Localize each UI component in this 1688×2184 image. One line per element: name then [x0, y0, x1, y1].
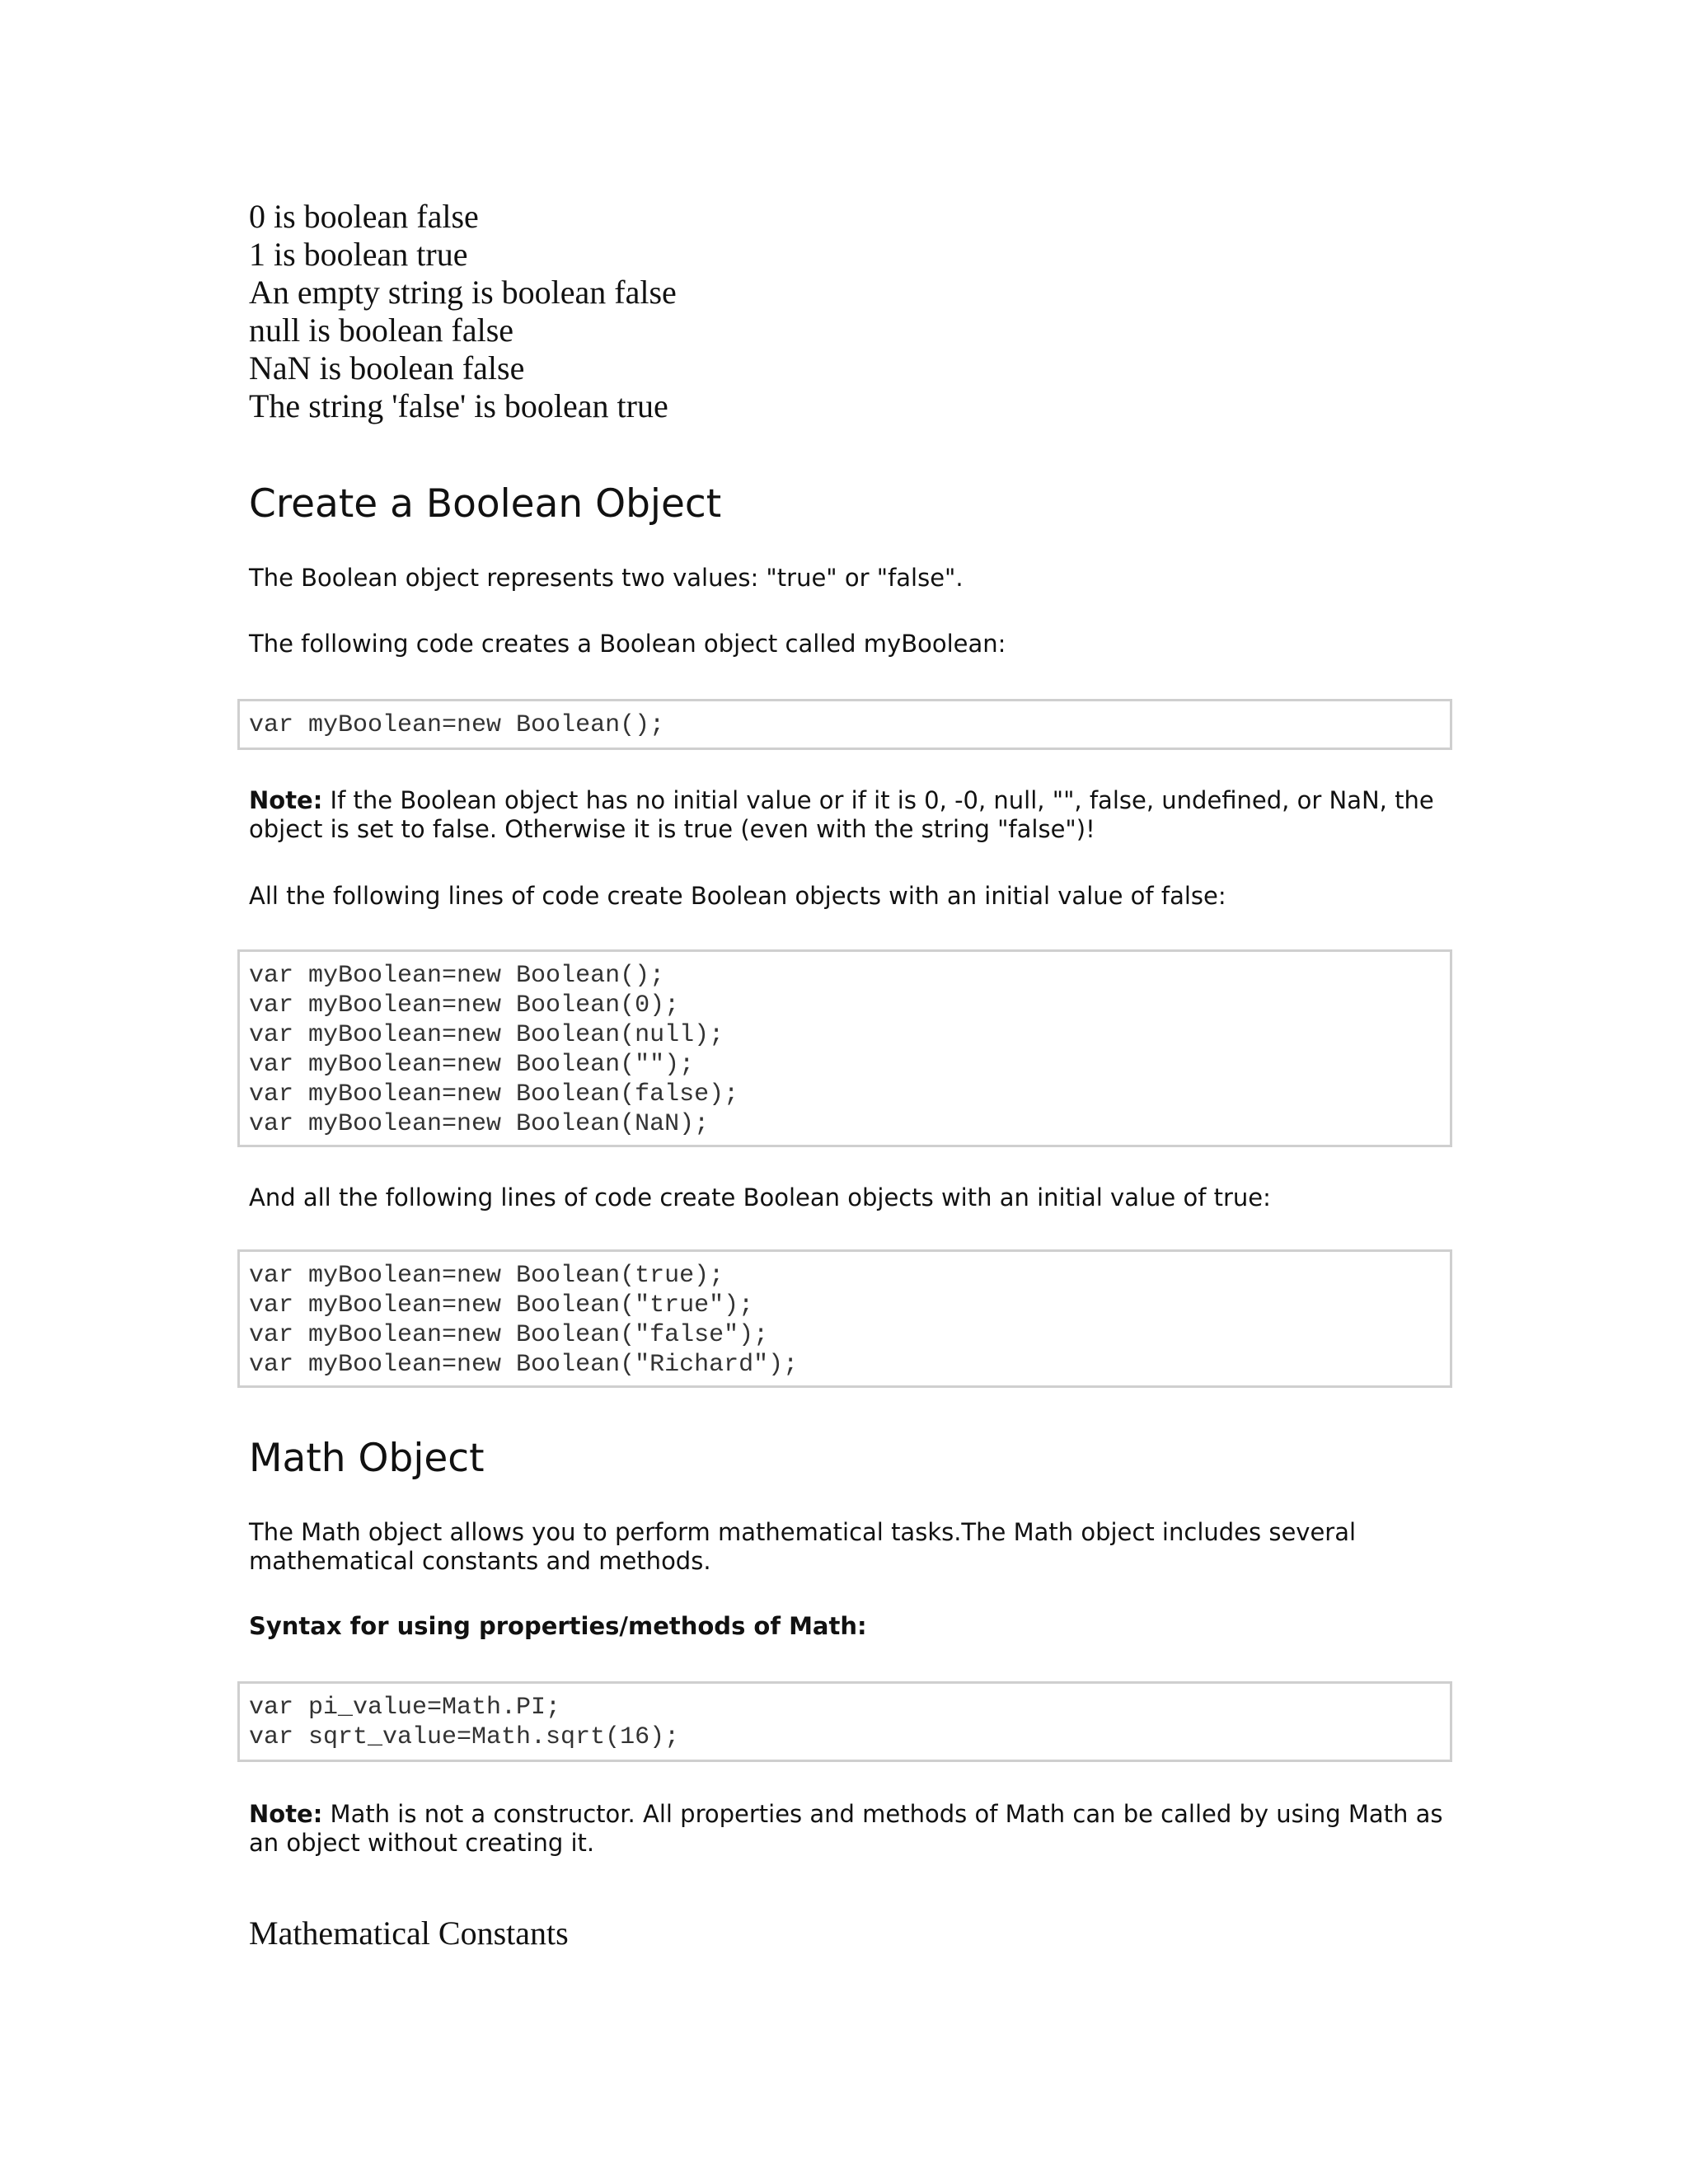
code-line: var myBoolean=new Boolean("true");	[249, 1291, 754, 1319]
list-item: null is boolean false	[249, 312, 514, 349]
code-line: var myBoolean=new Boolean();	[249, 962, 665, 990]
code-block-create-boolean	[237, 699, 1452, 750]
note-text: Math is not a constructor. All properties and methods of Math can be called by using Math as an object without creating it.	[249, 1800, 1443, 1857]
code-block-false-values	[237, 949, 1452, 1147]
boolean-heading: Create a Boolean Object	[249, 481, 722, 527]
note-text: If the Boolean object has no initial value or if it is 0, -0, null, "", false, undefined, or NaN, the object is set to false. Otherwise it is true (even with the string "false")!	[249, 786, 1434, 843]
boolean-create-paragraph: The following code creates a Boolean object called myBoolean:	[249, 630, 1006, 658]
note-label: Note:	[249, 786, 323, 814]
code-line: var myBoolean=new Boolean("Richard");	[249, 1351, 799, 1379]
math-constants-heading: Mathematical Constants	[249, 1915, 569, 1952]
math-syntax-label: Syntax for using properties/methods of Math:	[249, 1612, 867, 1640]
math-note	[249, 1800, 1444, 1858]
boolean-intro-paragraph: The Boolean object represents two values: "true" or "false".	[249, 564, 964, 592]
code-line: var sqrt_value=Math.sqrt(16);	[249, 1723, 680, 1751]
math-heading: Math Object	[249, 1436, 485, 1481]
list-item: The string 'false' is boolean true	[249, 387, 668, 424]
note-label: Note:	[249, 1800, 323, 1828]
boolean-true-paragraph: And all the following lines of code create Boolean objects with an initial value of true:	[249, 1183, 1271, 1212]
list-item: 1 is boolean true	[249, 236, 468, 273]
code-line: var myBoolean=new Boolean(NaN);	[249, 1110, 710, 1138]
code-line: var myBoolean=new Boolean(false);	[249, 1080, 739, 1108]
code-line: var pi_value=Math.PI;	[249, 1694, 561, 1722]
code-block-true-values	[237, 1249, 1452, 1388]
list-item: 0 is boolean false	[249, 198, 479, 235]
list-item: An empty string is boolean false	[249, 274, 677, 311]
code-line: var myBoolean=new Boolean(null);	[249, 1021, 724, 1049]
code-line: var myBoolean=new Boolean(0);	[249, 991, 680, 1019]
list-item: NaN is boolean false	[249, 349, 525, 387]
code-line: var myBoolean=new Boolean("");	[249, 1051, 695, 1079]
code-line: var myBoolean=new Boolean("false");	[249, 1321, 769, 1349]
boolean-false-paragraph: All the following lines of code create Boolean objects with an initial value of false:	[249, 882, 1226, 910]
code-line: var myBoolean=new Boolean(true);	[249, 1262, 724, 1290]
code-block-math-syntax	[237, 1681, 1452, 1762]
math-intro-paragraph: The Math object allows you to perform mathematical tasks.The Math object includes several mathematical constants and methods.	[249, 1518, 1357, 1575]
intro-list	[249, 198, 677, 425]
boolean-note	[249, 786, 1444, 844]
code-line: var myBoolean=new Boolean();	[249, 711, 665, 739]
